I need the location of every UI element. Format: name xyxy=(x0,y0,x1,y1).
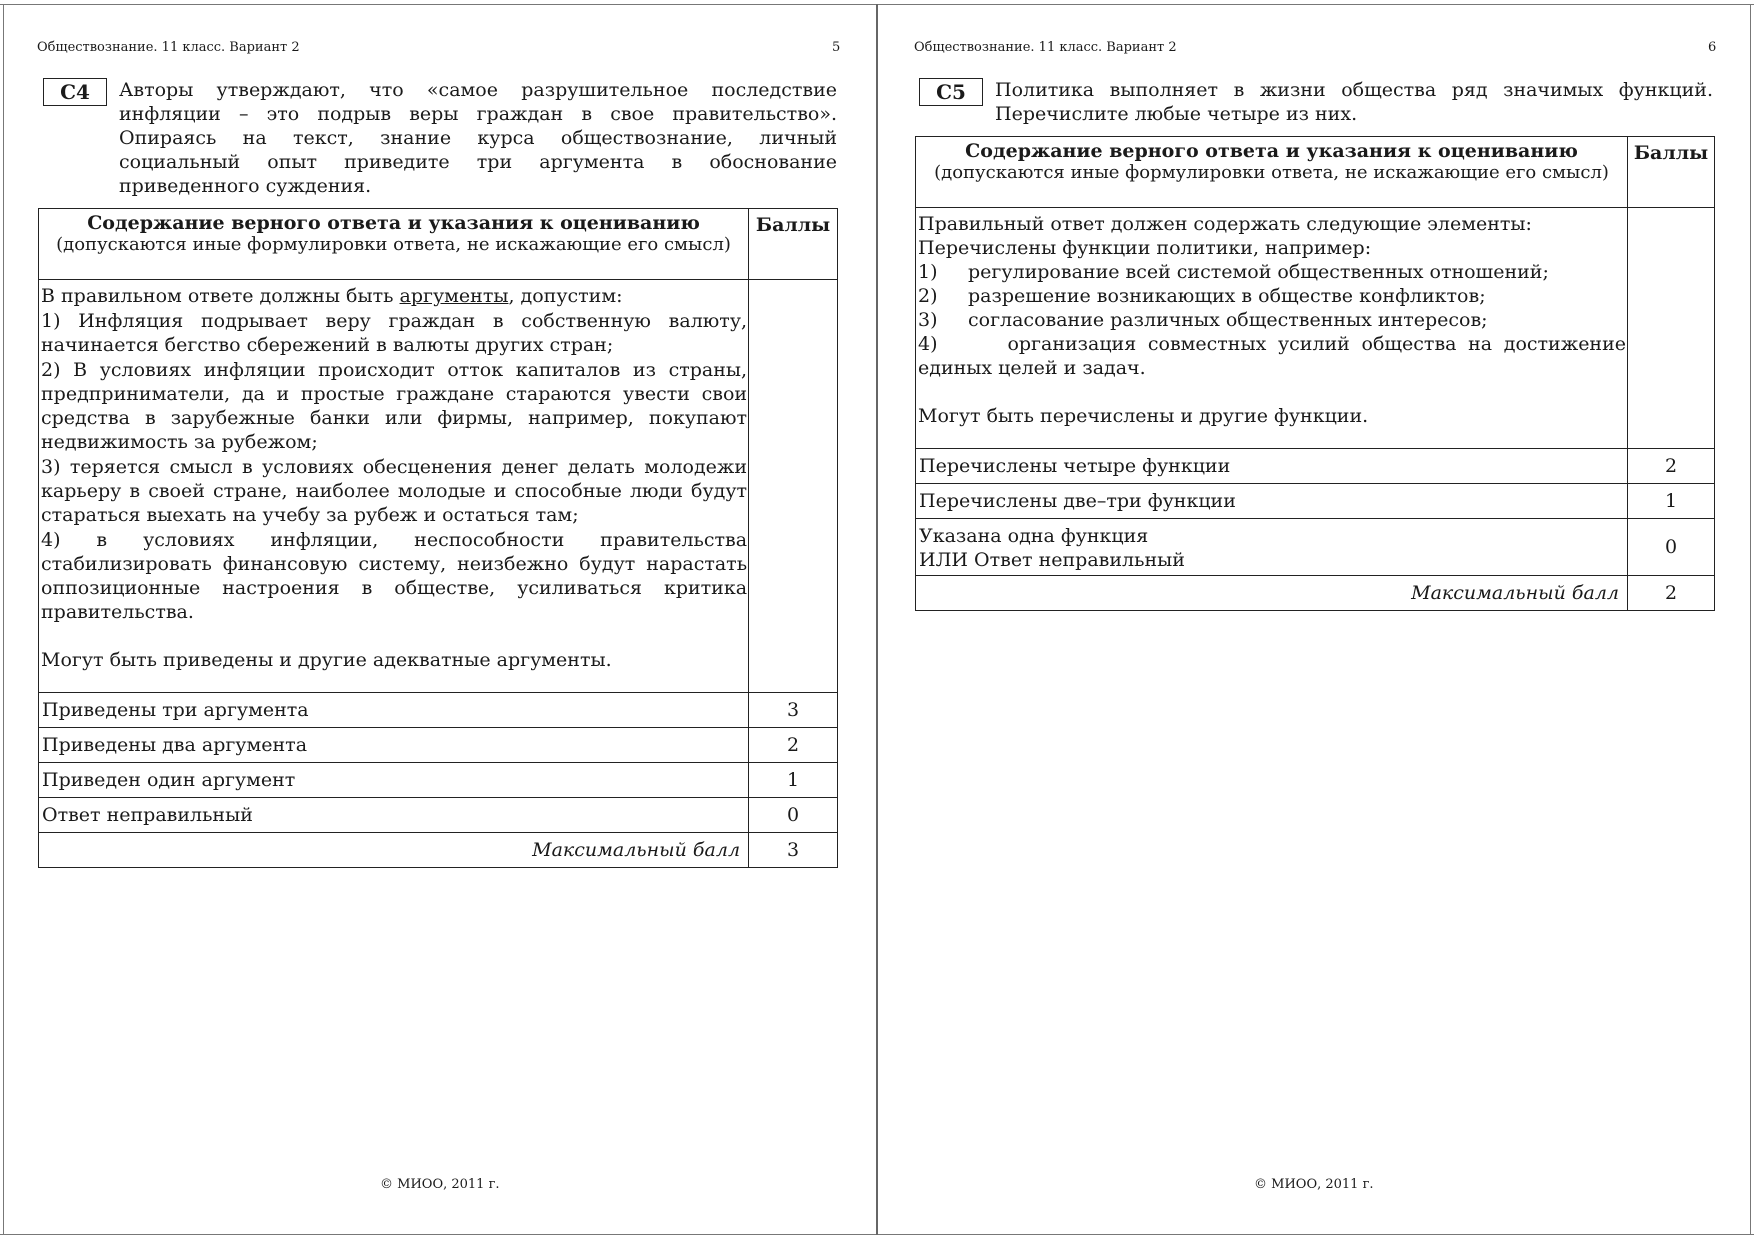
task-c4 xyxy=(43,78,837,198)
score-points: 3 xyxy=(749,693,838,728)
score-criterion: Перечислены две–три функции xyxy=(916,484,1628,519)
list-item: 2) В условиях инфляции происходит отток капиталов из страны, предприниматели, да и простые граждане стараются увести свои средства в зарубежные банки или фирмы, например, покупают недвижимость за рубежом; xyxy=(41,359,748,453)
header-points: Баллы xyxy=(1628,137,1715,208)
list-item: 4) организация совместных усилий общества на достижение единых целей и задач. xyxy=(918,333,1627,379)
score-criterion xyxy=(916,519,1628,576)
list-item: 3) согласование различных общественных интересов; xyxy=(918,309,1488,331)
left-page xyxy=(0,0,876,1239)
answer-intro: Правильный ответ должен содержать следующие элементы: xyxy=(918,213,1532,235)
list-item: 4) в условиях инфляции, неспособности правительства стабилизировать финансовую систему, неизбежно будут нарастать оппозиционные настроения в обществе, усиливаться критика правительства. xyxy=(41,529,748,623)
page-footer: © МИОО, 2011 г. xyxy=(380,1177,500,1192)
page-header: Обществознание. 11 класс. Вариант 2 xyxy=(914,40,1177,55)
task-label: С4 xyxy=(43,78,107,106)
empty-points-cell xyxy=(749,280,838,693)
score-criterion: Приведены два аргумента xyxy=(39,728,749,763)
score-row xyxy=(916,449,1715,484)
score-points: 2 xyxy=(1628,449,1715,484)
page-number: 5 xyxy=(832,40,841,55)
header-title: Содержание верного ответа и указания к оцениванию xyxy=(965,140,1578,162)
answer-intro: В правильном ответе должны быть аргументы, допустим: xyxy=(41,285,623,307)
task-label: С5 xyxy=(919,78,983,106)
task-text: Политика выполняет в жизни общества ряд значимых функций. Перечислите любые четыре из них. xyxy=(995,79,1713,125)
header-content-cell xyxy=(916,137,1628,208)
score-points: 2 xyxy=(749,728,838,763)
score-row xyxy=(39,763,838,798)
list-item: 1) регулирование всей системой общественных отношений; xyxy=(918,261,1549,283)
max-score-row xyxy=(39,833,838,868)
page-footer: © МИОО, 2011 г. xyxy=(1254,1177,1374,1192)
max-score-label: Максимальный балл xyxy=(39,833,749,868)
score-criterion: Перечислены четыре функции xyxy=(916,449,1628,484)
scoring-table xyxy=(915,136,1715,611)
right-page xyxy=(876,0,1752,1239)
score-points: 1 xyxy=(749,763,838,798)
max-score-points: 3 xyxy=(749,833,838,868)
scoring-table xyxy=(38,208,838,868)
score-points: 1 xyxy=(1628,484,1715,519)
score-points: 0 xyxy=(1628,519,1715,576)
list-item: 3) теряется смысл в условиях обесценения денег делать молодежи карьеру в своей стране, наиболее молодые и способные люди будут стараться выехать на учебу за рубеж и остаться там; xyxy=(41,456,748,526)
score-row xyxy=(916,484,1715,519)
score-criterion: Приведены три аргумента xyxy=(39,693,749,728)
answer-intro: Перечислены функции политики, например: xyxy=(918,237,1372,259)
score-criterion: Ответ неправильный xyxy=(39,798,749,833)
page-number: 6 xyxy=(1708,40,1717,55)
task-c5 xyxy=(919,78,1713,126)
table-header-row xyxy=(39,209,838,280)
answer-closing: Могут быть приведены и другие адекватные аргументы. xyxy=(41,649,612,671)
task-text: Авторы утверждают, что «самое разрушительное последствие инфляции – это подрыв веры граждан в свое правительство». Опираясь на текст, знание курса обществознание, личный социальный опыт приведите три аргумента в обоснование приведенного суждения. xyxy=(119,79,837,197)
criterion-line: ИЛИ Ответ неправильный xyxy=(919,549,1185,571)
score-row xyxy=(916,519,1715,576)
criterion-line: Указана одна функция xyxy=(919,525,1149,547)
answer-row xyxy=(39,280,838,693)
page-header: Обществознание. 11 класс. Вариант 2 xyxy=(37,40,300,55)
score-row xyxy=(39,798,838,833)
score-row xyxy=(39,693,838,728)
header-content-cell xyxy=(39,209,749,280)
list-item: 1) Инфляция подрывает веру граждан в собственную валюту, начинается бегство сбережений в валюты других стран; xyxy=(41,310,748,356)
max-score-points: 2 xyxy=(1628,576,1715,611)
header-points: Баллы xyxy=(749,209,838,280)
max-score-row xyxy=(916,576,1715,611)
answer-row xyxy=(916,208,1715,449)
table-header-row xyxy=(916,137,1715,208)
max-score-label: Максимальный балл xyxy=(916,576,1628,611)
header-note: (допускаются иные формулировки ответа, не искажающие его смысл) xyxy=(934,162,1609,183)
empty-points-cell xyxy=(1628,208,1715,449)
answer-closing: Могут быть перечислены и другие функции. xyxy=(918,405,1369,427)
list-item: 2) разрешение возникающих в обществе конфликтов; xyxy=(918,285,1486,307)
header-note: (допускаются иные формулировки ответа, не искажающие его смысл) xyxy=(56,234,731,255)
answer-content xyxy=(39,280,749,693)
answer-content xyxy=(916,208,1628,449)
score-criterion: Приведен один аргумент xyxy=(39,763,749,798)
score-points: 0 xyxy=(749,798,838,833)
header-title: Содержание верного ответа и указания к оцениванию xyxy=(87,212,700,234)
score-row xyxy=(39,728,838,763)
